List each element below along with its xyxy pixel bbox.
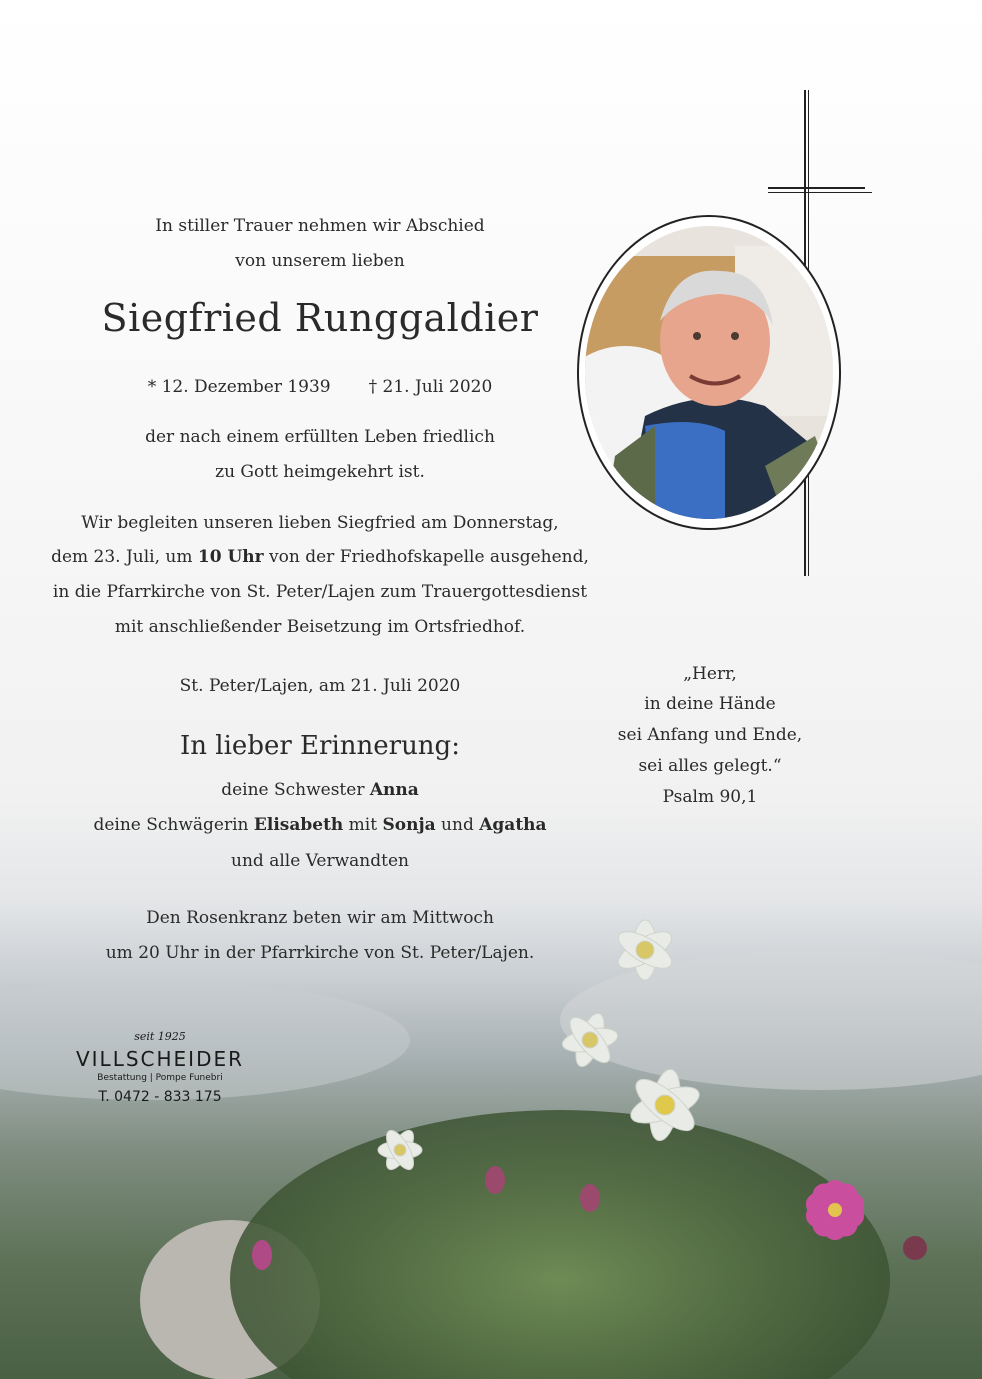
logo-brand: VILLSCHEIDER <box>75 1047 245 1071</box>
cross-bar <box>768 187 865 189</box>
quote-line-3: sei Anfang und Ende, <box>617 725 803 745</box>
funeral-line-4: mit anschließender Beisetzung im Ortsfriedhof. <box>114 617 526 637</box>
quote-line-2: in deine Hände <box>644 694 776 714</box>
quote-line-4: sei alles gelegt.“ <box>638 756 782 776</box>
rosary-line-2: um 20 Uhr in der Pfarrkirche von St. Peter/Lajen. <box>105 943 535 963</box>
family-line-1: deine Schwester Anna <box>221 780 419 800</box>
rosary-line-1: Den Rosenkranz beten wir am Mittwoch <box>146 908 494 928</box>
intro-line-2: von unserem lieben <box>235 251 405 271</box>
funeral-line-3: in die Pfarrkirche von St. Peter/Lajen zum Trauergottesdienst <box>52 582 588 602</box>
deceased-name: Siegfried Runggaldier <box>101 296 539 340</box>
funeral-line-1: Wir begleiten unseren lieben Siegfried am Donnerstag, <box>81 513 559 533</box>
memory-heading: In lieber Erinnerung: <box>180 731 460 761</box>
birth-date: * 12. Dezember 1939 <box>147 377 331 397</box>
logo-since: seit 1925 <box>134 1030 186 1043</box>
family-line-3: und alle Verwandten <box>231 851 409 871</box>
quote-line-1: „Herr, <box>683 664 737 684</box>
logo-subtitle: Bestattung | Pompe Funebri <box>97 1073 223 1083</box>
funeral-home-logo <box>60 1030 260 1105</box>
intro-line-1: In stiller Trauer nehmen wir Abschied <box>155 216 485 236</box>
death-date: † 21. Juli 2020 <box>368 377 493 397</box>
funeral-time: 10 Uhr <box>197 547 264 567</box>
life-dates <box>20 376 620 398</box>
logo-phone: T. 0472 - 833 175 <box>98 1089 222 1105</box>
portrait-photo <box>585 226 833 519</box>
quote-source: Psalm 90,1 <box>662 787 758 807</box>
peace-line-1: der nach einem erfüllten Leben friedlich <box>145 427 495 447</box>
family-line-2: deine Schwägerin Elisabeth mit Sonja und Agatha <box>93 815 547 835</box>
cross-bar-2 <box>768 192 872 193</box>
peace-line-2: zu Gott heimgekehrt ist. <box>215 462 425 482</box>
funeral-line-2: dem 23. Juli, um 10 Uhr von der Friedhofskapelle ausgehend, <box>51 547 589 567</box>
place-and-date: St. Peter/Lajen, am 21. Juli 2020 <box>179 676 461 696</box>
